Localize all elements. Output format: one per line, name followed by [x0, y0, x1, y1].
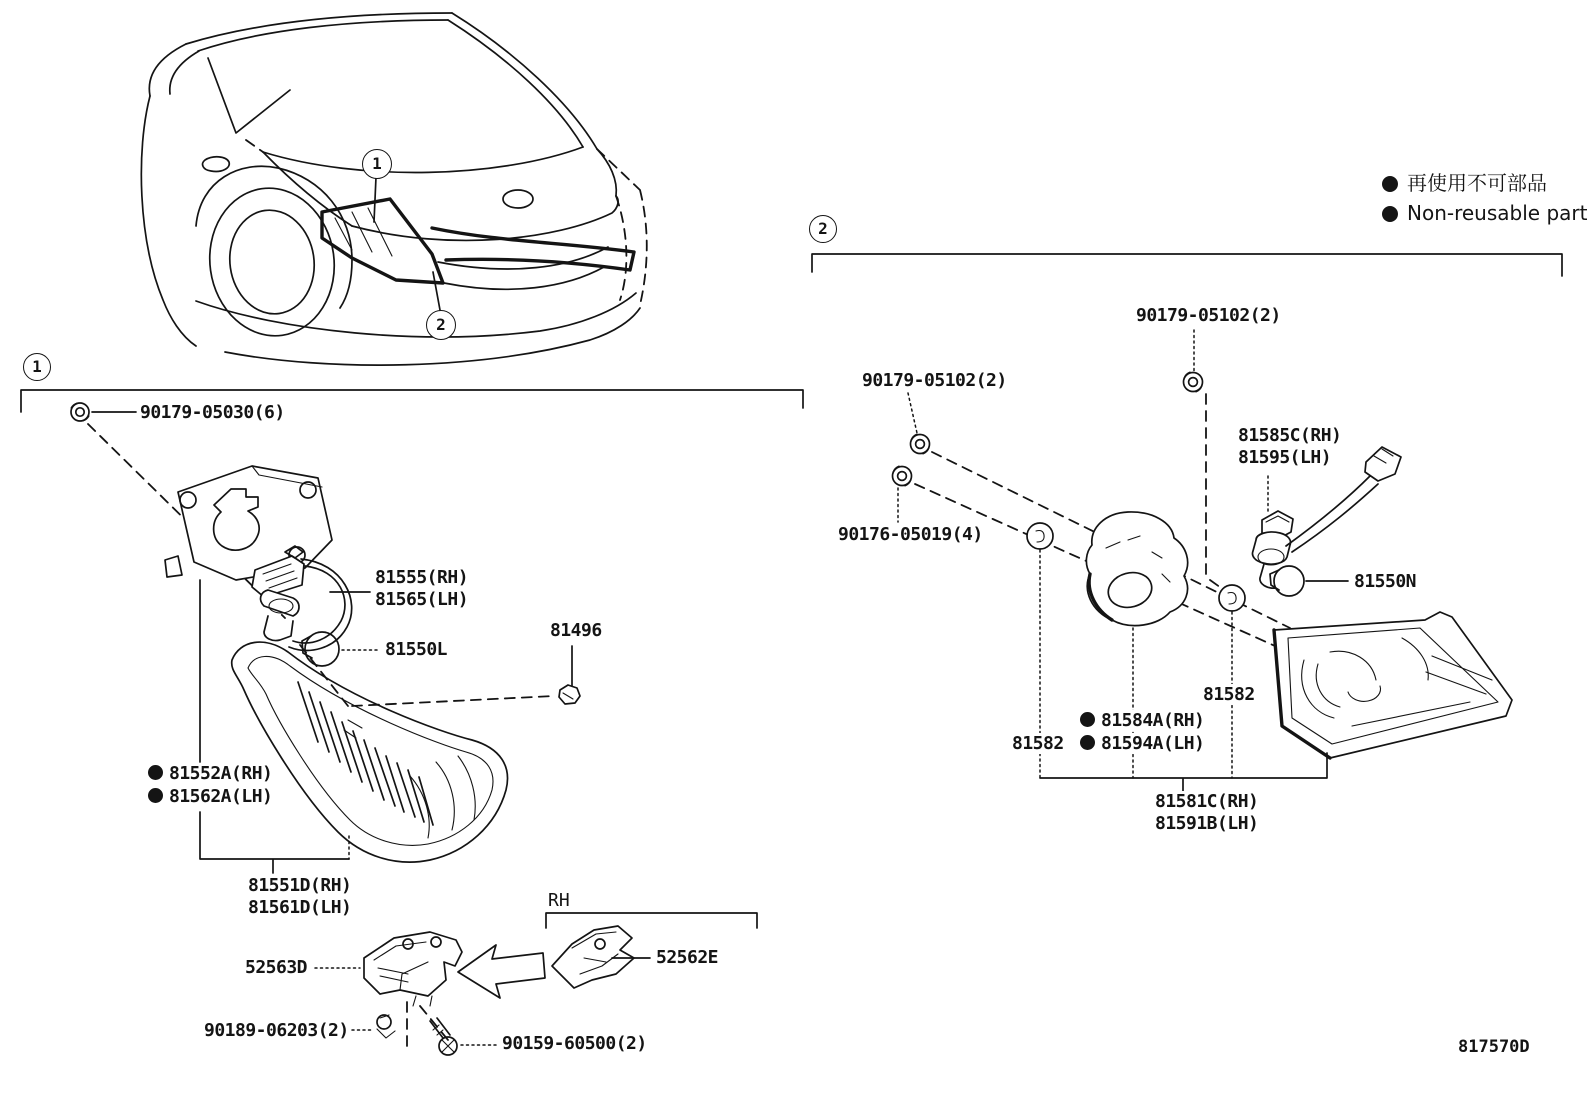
car-callout-1[interactable]: 1	[362, 149, 392, 179]
part-label-lens-rh-1[interactable]: 81551D(RH)	[248, 875, 352, 896]
car-callout-2[interactable]: 2	[426, 310, 456, 340]
part-label-packing-lh-1[interactable]: 81562A(LH)	[146, 786, 274, 807]
part-label-screw-grommet[interactable]: 90189-06203(2)	[204, 1020, 349, 1041]
non-reusable-dot-icon	[1080, 735, 1095, 750]
part-label-lens-lh-2[interactable]: 81591B(LH)	[1155, 813, 1259, 834]
nut-icon	[893, 466, 912, 486]
nut-icon	[911, 434, 930, 454]
part-label-nut-top-2[interactable]: 90179-05102(2)	[1136, 305, 1281, 326]
non-reusable-dot-icon	[148, 788, 163, 803]
part-label-lens-lh-1[interactable]: 81561D(LH)	[248, 897, 352, 918]
part-label-bracket-right[interactable]: 52562E	[656, 947, 719, 968]
rh-side-note: RH	[548, 890, 570, 911]
bulb-icon-2	[1270, 566, 1304, 596]
non-reusable-dot-icon	[1382, 176, 1398, 192]
part-label-bulb-1[interactable]: 81550L	[385, 639, 448, 660]
screw-grommet-icon	[377, 1015, 395, 1038]
bracket-lh-illustration	[364, 932, 462, 1006]
nut-icon	[71, 403, 89, 421]
packing-illustration-2	[1086, 512, 1187, 626]
part-label-socket-lh-1[interactable]: 81565(LH)	[375, 589, 469, 610]
part-label-socket-rh-1[interactable]: 81555(RH)	[375, 567, 469, 588]
part-label-screw[interactable]: 90159-60500(2)	[502, 1033, 647, 1054]
section2-bracket	[812, 254, 1562, 276]
nut-icon	[1184, 372, 1203, 392]
part-label-bolt-2[interactable]: 90176-05019(4)	[838, 524, 983, 545]
grommet-icon	[1027, 523, 1053, 549]
outer-lens-illustration	[232, 642, 508, 862]
non-reusable-dot-icon	[1080, 712, 1095, 727]
section1-ref-circle[interactable]: 1	[23, 353, 51, 381]
car-rear-illustration	[141, 13, 646, 365]
socket-wire-illustration-2	[1252, 447, 1401, 588]
bracket-rh-illustration	[552, 926, 634, 988]
part-label-socket-lh-2[interactable]: 81595(LH)	[1238, 447, 1332, 468]
part-label-grommet-right[interactable]: 81582	[1203, 684, 1255, 705]
part-label-bulb-2[interactable]: 81550N	[1354, 571, 1417, 592]
part-label-nut-left-2[interactable]: 90179-05102(2)	[862, 370, 1007, 391]
part-label-packing-rh-1[interactable]: 81552A(RH)	[146, 763, 274, 784]
part-label-bracket-left[interactable]: 52563D	[245, 957, 308, 978]
inner-lens-illustration	[1274, 612, 1512, 758]
part-label-nut-1[interactable]: 90179-05030(6)	[140, 402, 285, 423]
non-reusable-dot-icon	[148, 765, 163, 780]
protector-illustration	[165, 466, 332, 580]
non-reusable-dot-icon	[1382, 206, 1398, 222]
arrow-left-icon	[458, 945, 545, 998]
part-label-socket-rh-2[interactable]: 81585C(RH)	[1238, 425, 1342, 446]
part-label-packing-rh-2[interactable]: 81584A(RH)	[1078, 710, 1206, 731]
grommet-icon	[1219, 585, 1245, 611]
part-label-packing-lh-2[interactable]: 81594A(LH)	[1078, 733, 1206, 754]
legend-non-reusable-jp: 再使用不可部品	[1382, 172, 1547, 194]
part-label-clip[interactable]: 81496	[550, 620, 602, 641]
clip-icon	[559, 685, 580, 704]
part-label-grommet-left[interactable]: 81582	[1012, 733, 1064, 754]
part-label-lens-rh-2[interactable]: 81581C(RH)	[1155, 791, 1259, 812]
legend-non-reusable-en: Non-reusable part	[1382, 202, 1587, 224]
drawing-code: 817570D	[1458, 1037, 1530, 1057]
section2-ref-circle[interactable]: 2	[809, 215, 837, 243]
